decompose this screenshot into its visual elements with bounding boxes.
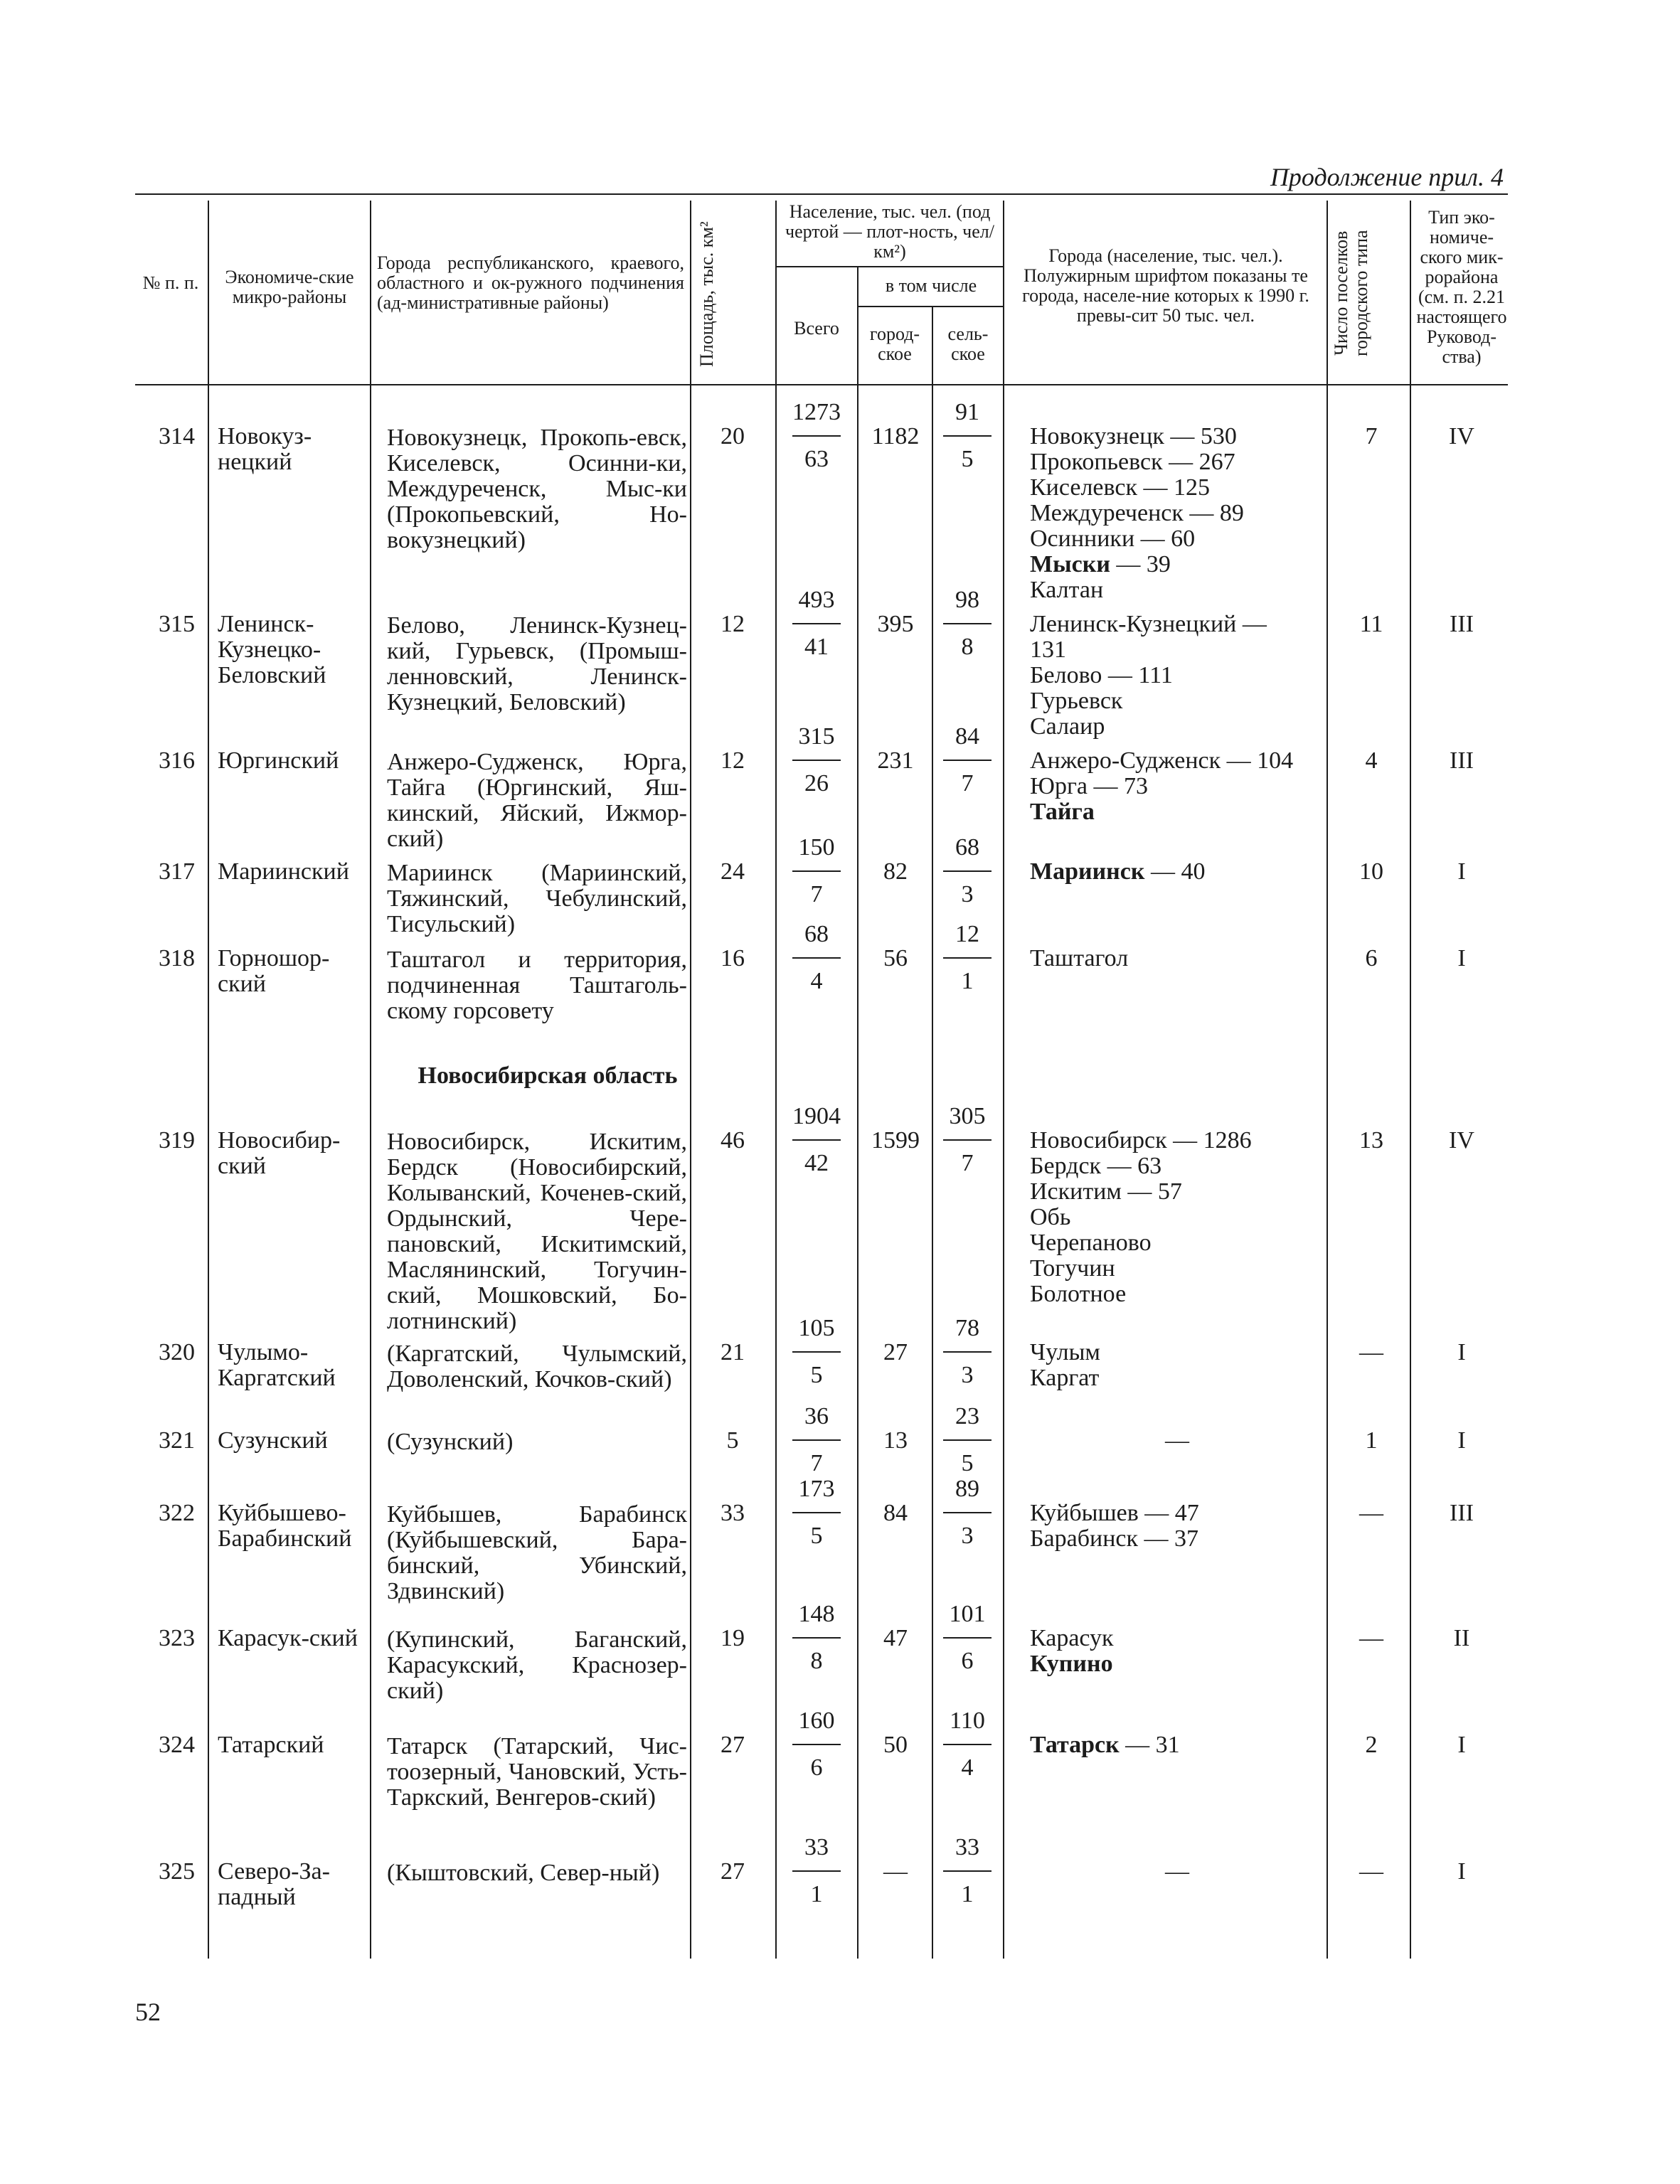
header-urban: город-ское bbox=[869, 324, 920, 364]
rural-density: 3 bbox=[961, 1362, 974, 1388]
cities-districts: Новосибирск, Искитим, Бердск (Новосибирский, Колыванский, Коченев-ский, Ордынский, Чере-пановский, Искитимский, Маслянинский, Тогучин-ский, Мошковский, Бо-лотнинский) bbox=[387, 1129, 687, 1334]
row-number: 321 bbox=[159, 1427, 195, 1454]
row-number: 317 bbox=[159, 858, 195, 885]
cities-districts: Новокузнецк, Прокопь-евск, Киселевск, Осинни-ки, Междуреченск, Мыс-ки (Прокопьевский, Но-вокузнецкий) bbox=[387, 425, 687, 553]
city-entry bbox=[1030, 1501, 1324, 1526]
total-population: 150 bbox=[798, 834, 835, 861]
micro-district-name: Юргинский bbox=[218, 747, 339, 774]
micro-district-name: Мариинский bbox=[218, 858, 349, 885]
cities-districts: Анжеро-Судженск, Юрга, Тайга (Юргинский, Яш-кинский, Яйский, Ижмор-ский) bbox=[387, 749, 687, 852]
city-entry bbox=[1030, 1651, 1324, 1677]
city-name: Калтан bbox=[1030, 577, 1104, 603]
total-population-fraction bbox=[788, 1708, 845, 1781]
urban-population: 84 bbox=[883, 1500, 908, 1526]
city-name: Мыски bbox=[1030, 551, 1110, 577]
total-population: 173 bbox=[798, 1476, 835, 1502]
rural-population: 101 bbox=[949, 1601, 986, 1627]
city-name: 131 bbox=[1030, 636, 1066, 663]
section-title: Новосибирская область bbox=[418, 1062, 678, 1089]
microdistrict-type: I bbox=[1457, 1858, 1466, 1885]
urban-population: 13 bbox=[883, 1427, 908, 1454]
rural-density: 6 bbox=[961, 1648, 974, 1674]
city-entry bbox=[1030, 859, 1324, 885]
area-value: 33 bbox=[721, 1500, 745, 1526]
total-population: 148 bbox=[798, 1601, 835, 1627]
col-rule-5 bbox=[857, 266, 858, 1959]
rural-density: 4 bbox=[961, 1754, 974, 1781]
city-entry bbox=[1030, 1230, 1324, 1256]
header-cities: Города республиканского, краевого, областного и ок-ружного подчинения (ад-министративные районы) bbox=[377, 252, 684, 313]
micro-district-name: Новокуз-нецкий bbox=[218, 423, 312, 475]
header-type: Тип эко-номиче-ского мик-рорайона (см. п. 2.21 настоящего Руковод-ства) bbox=[1416, 207, 1507, 367]
city-entry bbox=[1030, 748, 1324, 774]
rural-population-fraction bbox=[939, 1316, 996, 1388]
area-value: 5 bbox=[726, 1427, 739, 1454]
microdistrict-type: II bbox=[1453, 1625, 1470, 1651]
cities-districts: (Сузунский) bbox=[387, 1429, 514, 1455]
total-population: 1904 bbox=[792, 1103, 841, 1129]
total-population: 160 bbox=[798, 1708, 835, 1734]
settlements-count: 2 bbox=[1365, 1732, 1378, 1758]
table-top-rule bbox=[135, 193, 1508, 195]
microdistrict-type: III bbox=[1450, 747, 1474, 774]
cities-districts: Белово, Ленинск-Кузнец-кий, Гурьевск, (Промыш-ленновский, Ленинск-Кузнецкий, Беловский) bbox=[387, 612, 687, 715]
header-bottom-rule bbox=[135, 384, 1508, 385]
rural-density: 7 bbox=[961, 1150, 974, 1176]
page-number: 52 bbox=[135, 1998, 161, 2026]
total-density: 41 bbox=[804, 634, 829, 660]
rural-population-fraction bbox=[939, 1708, 996, 1781]
microdistrict-type: I bbox=[1457, 945, 1466, 971]
row-number: 323 bbox=[159, 1625, 195, 1651]
urban-population: 1599 bbox=[871, 1127, 920, 1154]
city-entry bbox=[1030, 688, 1324, 714]
settlements-count: — bbox=[1359, 1625, 1383, 1651]
row-number: 325 bbox=[159, 1858, 195, 1885]
total-density: 63 bbox=[804, 446, 829, 472]
city-name: Болотное bbox=[1030, 1281, 1127, 1307]
cities-districts: (Кыштовский, Север-ный) bbox=[387, 1860, 660, 1886]
microdistrict-type: I bbox=[1457, 1732, 1466, 1758]
cities-districts: Мариинск (Мариинский, Тяжинский, Чебулинский, Тисульский) bbox=[387, 860, 687, 937]
total-population-fraction bbox=[788, 1835, 845, 1907]
col-rule-2 bbox=[370, 201, 371, 1959]
city-name: Карасук bbox=[1030, 1625, 1114, 1651]
city-population-value: — 31 bbox=[1119, 1732, 1180, 1758]
urban-population: 1182 bbox=[871, 423, 920, 449]
urban-population: 395 bbox=[877, 611, 914, 637]
city-population-list bbox=[1030, 1732, 1324, 1758]
city-entry bbox=[1030, 1732, 1324, 1758]
settlements-count: 7 bbox=[1365, 423, 1378, 449]
city-entry bbox=[1030, 1282, 1324, 1307]
micro-district-name: Чулымо-Каргатский bbox=[218, 1339, 336, 1391]
total-density: 26 bbox=[804, 770, 829, 797]
total-density: 6 bbox=[810, 1754, 823, 1781]
micro-district-name: Ленинск-Кузнецко-Беловский bbox=[218, 611, 326, 688]
settlements-count: 10 bbox=[1359, 858, 1383, 885]
city-name: Таштагол bbox=[1030, 945, 1129, 971]
cities-districts: Куйбышев, Барабинск (Куйбышевский, Бара-бинский, Убинский, Здвинский) bbox=[387, 1501, 687, 1604]
col-rule-8 bbox=[1327, 201, 1328, 1959]
col-rule-6 bbox=[932, 307, 933, 1959]
city-name: Ленинск-Кузнецкий — bbox=[1030, 611, 1267, 637]
city-population-value: — 40 bbox=[1144, 858, 1206, 885]
urban-population: 56 bbox=[883, 945, 908, 971]
city-name: Анжеро-Судженск — 104 bbox=[1030, 747, 1294, 774]
rural-population-fraction bbox=[939, 922, 996, 994]
header-incl: в том числе bbox=[885, 275, 977, 296]
header-total: Всего bbox=[794, 318, 839, 339]
city-population-list bbox=[1030, 1501, 1324, 1552]
city-entry bbox=[1030, 1365, 1324, 1391]
area-value: 19 bbox=[721, 1625, 745, 1651]
row-number: 315 bbox=[159, 611, 195, 637]
total-population-fraction bbox=[788, 922, 845, 994]
city-entry bbox=[1030, 424, 1324, 449]
rural-population-fraction bbox=[939, 1404, 996, 1476]
micro-district-name: Сузунский bbox=[218, 1427, 328, 1454]
rural-population: 98 bbox=[955, 587, 979, 613]
city-name: Искитим — 57 bbox=[1030, 1178, 1182, 1205]
total-population-fraction bbox=[788, 587, 845, 660]
rural-density: 8 bbox=[961, 634, 974, 660]
city-name: Чулым bbox=[1030, 1339, 1100, 1365]
area-value: 46 bbox=[721, 1127, 745, 1154]
rural-density: 5 bbox=[961, 1450, 974, 1476]
city-name: Каргат bbox=[1030, 1365, 1100, 1391]
rural-density: 1 bbox=[961, 968, 974, 994]
area-value: 24 bbox=[721, 858, 745, 885]
row-number: 316 bbox=[159, 747, 195, 774]
rural-population-fraction bbox=[939, 724, 996, 797]
city-name: Татарск bbox=[1030, 1732, 1120, 1758]
header-area: Площадь, тыс. км² bbox=[696, 221, 717, 368]
city-entry bbox=[1030, 1256, 1324, 1282]
total-population: 105 bbox=[798, 1315, 835, 1341]
city-name: Прокопьевск — 267 bbox=[1030, 449, 1235, 475]
total-density: 8 bbox=[810, 1648, 823, 1674]
city-population-list bbox=[1030, 1859, 1324, 1885]
settlements-count: — bbox=[1359, 1339, 1383, 1365]
rural-population: 110 bbox=[950, 1708, 985, 1734]
city-entry bbox=[1030, 577, 1324, 603]
city-name: Междуреченск — 89 bbox=[1030, 500, 1244, 526]
total-population: 315 bbox=[798, 723, 835, 750]
city-population-list bbox=[1030, 946, 1324, 971]
city-entry bbox=[1030, 612, 1324, 637]
rural-density: 3 bbox=[961, 881, 974, 907]
micro-district-name: Новосибир-ский bbox=[218, 1127, 341, 1179]
total-population-fraction bbox=[788, 835, 845, 907]
city-name: Салаир bbox=[1030, 713, 1105, 740]
rural-population: 305 bbox=[949, 1103, 986, 1129]
row-number: 314 bbox=[159, 423, 195, 449]
city-name: Белово — 111 bbox=[1030, 662, 1173, 688]
rural-population-fraction bbox=[939, 1476, 996, 1549]
col-rule-7 bbox=[1003, 201, 1004, 1959]
city-entry bbox=[1030, 501, 1324, 526]
city-population-list bbox=[1030, 1340, 1324, 1391]
city-name: Куйбышев — 47 bbox=[1030, 1500, 1199, 1526]
settlements-count: — bbox=[1359, 1858, 1383, 1885]
rural-population-fraction bbox=[939, 835, 996, 907]
microdistrict-type: III bbox=[1450, 1500, 1474, 1526]
row-number: 320 bbox=[159, 1339, 195, 1365]
rural-population: 23 bbox=[955, 1403, 979, 1429]
settlements-count: 4 bbox=[1365, 747, 1378, 774]
rural-population-fraction bbox=[939, 1104, 996, 1176]
city-entry bbox=[1030, 1179, 1324, 1205]
city-entry bbox=[1030, 714, 1324, 740]
pop-subhead-rule bbox=[775, 266, 1003, 267]
row-number: 324 bbox=[159, 1732, 195, 1758]
city-population-value: — 39 bbox=[1110, 551, 1171, 577]
city-name: Новосибирск — 1286 bbox=[1030, 1127, 1252, 1154]
rural-density: 7 bbox=[961, 770, 974, 797]
total-density: 4 bbox=[810, 968, 823, 994]
city-name: Гурьевск bbox=[1030, 688, 1123, 714]
header-settlements: Число поселков городского типа bbox=[1331, 230, 1371, 356]
micro-district-name: Карасук-ский bbox=[218, 1625, 358, 1651]
city-name: Обь bbox=[1030, 1204, 1071, 1230]
city-entry bbox=[1030, 475, 1324, 501]
city-entry bbox=[1030, 1128, 1324, 1154]
area-value: 12 bbox=[721, 747, 745, 774]
city-entry bbox=[1030, 1526, 1324, 1552]
total-population: 1273 bbox=[792, 399, 841, 425]
settlements-count: 1 bbox=[1365, 1427, 1378, 1454]
total-population-fraction bbox=[788, 1602, 845, 1674]
col-rule-4 bbox=[775, 201, 777, 1959]
header-cities-pop: Города (население, тыс. чел.). Полужирным шрифтом показаны те города, населе-ние которых к 1990 г. превы-сит 50 тыс. чел. bbox=[1022, 245, 1309, 326]
cities-districts: (Купинский, Баганский, Карасукский, Краснозер-ский) bbox=[387, 1626, 687, 1704]
total-population-fraction bbox=[788, 1476, 845, 1549]
settlements-count: 6 bbox=[1365, 945, 1378, 971]
microdistrict-type: I bbox=[1457, 1339, 1466, 1365]
urban-population: 82 bbox=[883, 858, 908, 885]
micro-district-name: Северо-За-падный bbox=[218, 1858, 330, 1910]
city-population-list bbox=[1030, 1128, 1324, 1307]
total-density: 1 bbox=[810, 1881, 823, 1907]
cities-districts: Таштагол и территория, подчиненная Таштаголь-скому горсовету bbox=[387, 947, 687, 1024]
area-value: 21 bbox=[721, 1339, 745, 1365]
header-pop: Население, тыс. чел. (под чертой — плот-ность, чел/км²) bbox=[785, 201, 994, 262]
city-entry bbox=[1030, 449, 1324, 475]
rural-population: 91 bbox=[955, 399, 979, 425]
area-value: 27 bbox=[721, 1858, 745, 1885]
rural-population-fraction bbox=[939, 587, 996, 660]
city-entry bbox=[1030, 1154, 1324, 1179]
settlements-count: 13 bbox=[1359, 1127, 1383, 1154]
cities-districts: (Каргатский, Чулымский, Доволенский, Кочков-ский) bbox=[387, 1341, 687, 1392]
microdistrict-type: I bbox=[1457, 1427, 1466, 1454]
city-entry bbox=[1030, 663, 1324, 688]
header-rural: сель-ское bbox=[947, 324, 989, 364]
rural-population-fraction bbox=[939, 400, 996, 472]
header-micro: Экономиче-ские микро-районы bbox=[225, 267, 354, 307]
rural-population: 78 bbox=[955, 1315, 979, 1341]
city-entry bbox=[1030, 1340, 1324, 1365]
header-no: № п. п. bbox=[142, 272, 199, 293]
rural-density: 5 bbox=[961, 446, 974, 472]
total-density: 5 bbox=[810, 1523, 823, 1549]
urban-population: — bbox=[883, 1858, 908, 1885]
city-population-list bbox=[1030, 1428, 1324, 1454]
city-name: Тогучин bbox=[1030, 1255, 1115, 1282]
city-entry bbox=[1030, 1859, 1324, 1885]
microdistrict-type: III bbox=[1450, 611, 1474, 637]
city-name: Мариинск bbox=[1030, 858, 1145, 885]
urban-population: 47 bbox=[883, 1625, 908, 1651]
total-population-fraction bbox=[788, 1316, 845, 1388]
total-density: 42 bbox=[804, 1150, 829, 1176]
rural-population-fraction bbox=[939, 1602, 996, 1674]
microdistrict-type: IV bbox=[1449, 1127, 1474, 1154]
total-density: 5 bbox=[810, 1362, 823, 1388]
total-population: 36 bbox=[804, 1403, 829, 1429]
city-name: Осинники — 60 bbox=[1030, 526, 1196, 552]
urban-population: 231 bbox=[877, 747, 914, 774]
rural-density: 1 bbox=[961, 1881, 974, 1907]
city-entry bbox=[1030, 946, 1324, 971]
city-population-list bbox=[1030, 859, 1324, 885]
city-name: Тайга bbox=[1030, 799, 1095, 825]
city-population-list bbox=[1030, 1626, 1324, 1677]
micro-district-name: Куйбышево-Барабинский bbox=[218, 1500, 352, 1552]
city-name: Купино bbox=[1030, 1651, 1113, 1677]
city-name: — bbox=[1165, 1858, 1189, 1885]
total-population: 493 bbox=[798, 587, 835, 613]
urban-population: 27 bbox=[883, 1339, 908, 1365]
settlements-count: 11 bbox=[1359, 611, 1383, 637]
city-entry bbox=[1030, 774, 1324, 799]
city-population-list bbox=[1030, 424, 1324, 603]
rural-population: 12 bbox=[955, 921, 979, 947]
city-name: Бердск — 63 bbox=[1030, 1153, 1162, 1179]
city-name: — bbox=[1165, 1427, 1189, 1454]
city-name: Барабинск — 37 bbox=[1030, 1525, 1199, 1552]
city-name: Черепаново bbox=[1030, 1230, 1152, 1256]
row-number: 322 bbox=[159, 1500, 195, 1526]
urban-population: 50 bbox=[883, 1732, 908, 1758]
city-entry bbox=[1030, 637, 1324, 663]
city-entry bbox=[1030, 1205, 1324, 1230]
area-value: 16 bbox=[721, 945, 745, 971]
rural-population: 84 bbox=[955, 723, 979, 750]
city-name: Киселевск — 125 bbox=[1030, 474, 1210, 501]
cities-districts: Татарск (Татарский, Чис-тоозерный, Чановский, Усть-Таркский, Венгеров-ский) bbox=[387, 1733, 687, 1811]
col-rule-1 bbox=[208, 201, 209, 1959]
total-population: 33 bbox=[804, 1834, 829, 1860]
total-population-fraction bbox=[788, 1104, 845, 1176]
city-entry bbox=[1030, 799, 1324, 825]
rural-density: 3 bbox=[961, 1523, 974, 1549]
microdistrict-type: I bbox=[1457, 858, 1466, 885]
city-name: Юрга — 73 bbox=[1030, 773, 1148, 799]
city-entry bbox=[1030, 1428, 1324, 1454]
city-name: Новокузнецк — 530 bbox=[1030, 423, 1237, 449]
col-rule-9 bbox=[1410, 201, 1411, 1959]
rural-population: 89 bbox=[955, 1476, 979, 1502]
rural-population-fraction bbox=[939, 1835, 996, 1907]
rural-population: 33 bbox=[955, 1834, 979, 1860]
city-population-list bbox=[1030, 748, 1324, 825]
total-population-fraction bbox=[788, 724, 845, 797]
micro-district-name: Татарский bbox=[218, 1732, 324, 1758]
city-population-list bbox=[1030, 612, 1324, 740]
settlements-count: — bbox=[1359, 1500, 1383, 1526]
total-density: 7 bbox=[810, 1450, 823, 1476]
row-number: 318 bbox=[159, 945, 195, 971]
continuation-label: Продолжение прил. 4 bbox=[1270, 163, 1504, 191]
city-entry bbox=[1030, 526, 1324, 552]
row-number: 319 bbox=[159, 1127, 195, 1154]
incl-subhead-rule bbox=[857, 306, 1003, 307]
city-entry bbox=[1030, 552, 1324, 577]
micro-district-name: Горношор-ский bbox=[218, 945, 330, 997]
microdistrict-type: IV bbox=[1449, 423, 1474, 449]
rural-population: 68 bbox=[955, 834, 979, 861]
area-value: 12 bbox=[721, 611, 745, 637]
total-population: 68 bbox=[804, 921, 829, 947]
city-entry bbox=[1030, 1626, 1324, 1651]
area-value: 27 bbox=[721, 1732, 745, 1758]
total-density: 7 bbox=[810, 881, 823, 907]
total-population-fraction bbox=[788, 400, 845, 472]
total-population-fraction bbox=[788, 1404, 845, 1476]
area-value: 20 bbox=[721, 423, 745, 449]
